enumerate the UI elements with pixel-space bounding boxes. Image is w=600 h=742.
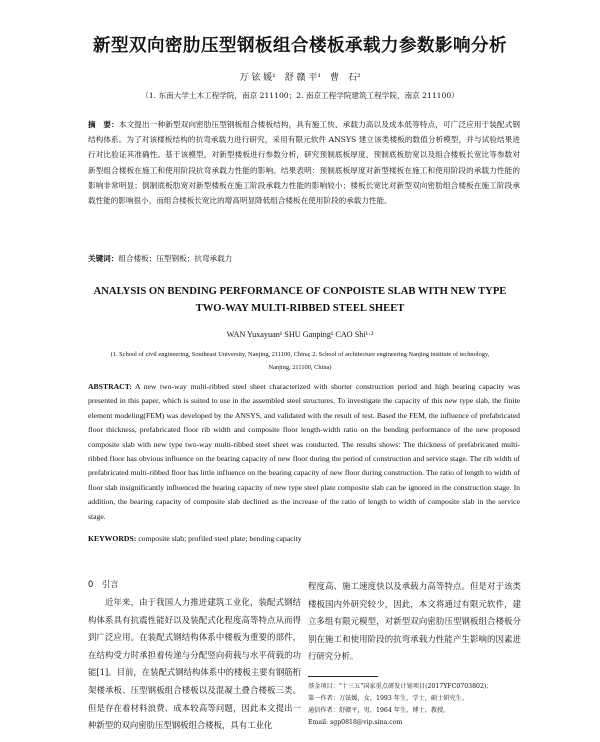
chinese-keywords-label: 关键词： xyxy=(88,254,119,263)
footnote xyxy=(308,681,521,729)
footnote-funding-text: "十三五"国家重点研发计划项目(2017YFC0703802)； xyxy=(338,682,493,690)
footnote-funding xyxy=(308,681,521,693)
footnote-corresponding-text: 舒赣平，男，1964 年生，博士，教授。 xyxy=(338,706,450,714)
body-left-column xyxy=(88,578,301,735)
english-title xyxy=(60,283,540,317)
footnote-first-author xyxy=(308,693,521,705)
body-right-column xyxy=(308,578,521,729)
english-abstract-text: A new two-way multi-ribbed steel sheet characterized with shorter construction period and high bearing capacity was presented in this paper, which is suited to use in the assembled steel structures. To investigate the capacity of this new type slab, the finite element modeling(FEM) was developed by the ANSYS, and validated with the result of test. Based the FEM, the influence of prefabricated floor thickness, prefabricated floor rib width and composite floor length-width ratio on the bending performance of the new proposed composite slab with new type two-way multi-ribbed steel sheet was conducted. The results shows: The thickness of prefabricated multi-ribbed floor has obvious influence on the bearing capacity of new floor during the period of construction and service stage. The rib width of prefabricated multi-ribbed floor has little influence on the bearing capacity of new floor during construction. The ratio of length to width of floor slab insignificantly influenced the bearing capacity of new type steel plate composite slab can be ignored in the construction stage. In addition, the bearing capacity of composite slab declined as the increase of the ratio of length to width of composite slab in the service stage. xyxy=(88,382,520,521)
section-heading-introduction: 0 引言 xyxy=(88,579,119,589)
footnote-divider xyxy=(308,676,378,677)
footnote-first-author-label: 第一作者： xyxy=(308,694,339,702)
english-keywords-text: composite slab; profiled steel plate; bending capacity xyxy=(138,534,302,543)
chinese-keywords xyxy=(88,253,520,264)
chinese-abstract-text: 本文提出一种新型双向密肋压型钢板组合楼板结构，具有施工快、承载力高以及成本低等特点，可广泛应用于装配式钢结构体系。为了对该楼板结构的抗弯承载力进行研究，采用有限元软件 ANSYS 建立该类楼板的数值分析模型，并与试验结果进行对比验证其准确性。基于该模型，对新型楼板进行参数分析，研究预制底板厚度、预制底板肋宽以及组合楼板长宽比等参数对新型组合楼板在施工和使用阶段抗弯承载力性能的影响。结果表明：预制底板厚度对新型楼板在施工和使用阶段的承载力性能的影响非常明显；倒制底板肋宽对新型楼板在施工阶段承载力性能的影响较小；楼板长宽比对新型双向密肋组合楼板在施工阶段承载性能的影响很小，而组合楼板长宽比的增高明显降低组合楼板在使用阶段的承载力性能。 xyxy=(88,120,521,206)
english-title-line-2: TWO-WAY MULTI-RIBBED STEEL SHEET xyxy=(195,303,405,314)
english-title-line-1: ANALYSIS ON BENDING PERFORMANCE OF CONPOISTE SLAB WITH NEW TYPE xyxy=(93,286,507,297)
chinese-affiliations: （1. 东南大学土木工程学院，南京 211100；2. 南京工程学院建筑工程学院，南京 211100） xyxy=(141,91,459,100)
english-affiliations: (1. School of civil engineering, Southeast University, Nanjing, 211100, China; 2. School of architecture engineering Nanjing institute of technology, Nanjing, 211100, China) xyxy=(110,351,490,371)
english-authors: WAN Yuxayuan¹ SHU Ganping¹ CAO Shi¹·² xyxy=(226,330,374,339)
footnote-first-author-text: 万铉媛，女，1993 年生，学士，硕士研究生。 xyxy=(338,694,469,702)
chinese-abstract-label: 摘 要： xyxy=(88,120,119,129)
introduction-paragraph-right: 程度高、施工速度快以及承载力高等特点。但是对于该类楼板国内外研究较少，因此，本文将通过有限元软件，建立多组有限元模型，对新型双向密肋压型钢板组合楼板分别在施工和使用阶段的抗弯承载力性能产生影响的因素进行研究分析。 xyxy=(308,581,521,662)
english-keywords-label: KEYWORDS: xyxy=(88,534,137,543)
chinese-abstract xyxy=(88,117,520,208)
chinese-authors: 万 铉 媛¹ 舒 赣 平¹ 曹 石² xyxy=(239,73,361,83)
chinese-keywords-text: 组合楼板；压型钢板；抗弯承载力 xyxy=(118,254,233,263)
english-abstract-label: ABSTRACT: xyxy=(88,382,132,391)
english-keywords xyxy=(88,534,520,543)
english-abstract xyxy=(88,380,520,524)
footnote-corresponding-label: 通信作者： xyxy=(308,706,339,714)
footnote-corresponding xyxy=(308,705,521,717)
introduction-paragraph-left: 近年来，由于我国人力推进建筑工业化，装配式钢结构体系具有抗震性能好以及装配式化程度高等特点从而得到广泛应用。在装配式钢结构体系中楼板为重要的部件，在结构受力时承担着传递与分配竖向荷载与水平荷载的功能[1]。目前，在装配式钢结构体系中的楼板主要有钢筋桁架楼承板、压型钢板组合楼板以及混凝土叠合楼板三类。但是存在着材料浪费、成本较高等问题，因此本文提出一种新型的双向密肋压型钢板组合楼板，具有工业化 xyxy=(88,597,301,731)
chinese-title: 新型双向密肋压型钢板组合楼板承载力参数影响分析 xyxy=(93,36,507,56)
footnote-email: Email: sgp0818@vip.sina.com xyxy=(308,718,403,726)
footnote-funding-label: 基金项目： xyxy=(308,682,339,690)
